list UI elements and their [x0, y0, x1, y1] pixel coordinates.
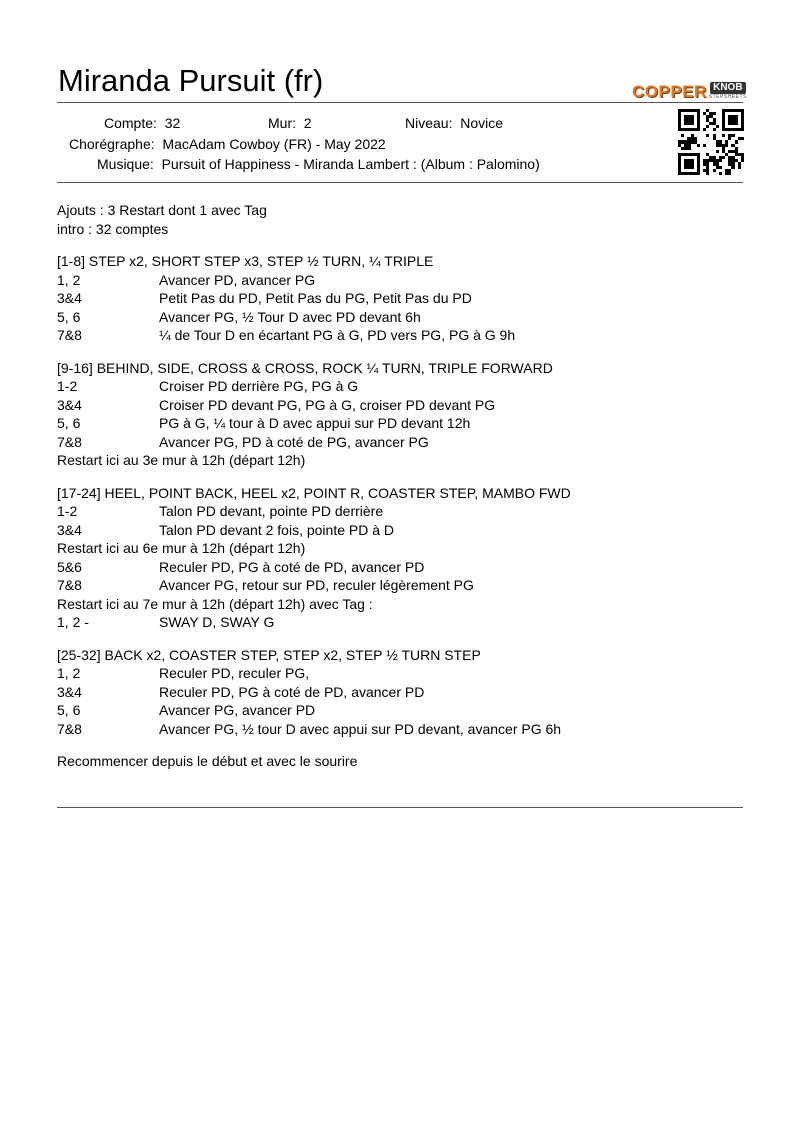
step-desc: Talon PD devant, pointe PD derrière — [159, 503, 384, 519]
intro-line: intro : 32 comptes — [57, 220, 169, 237]
intro-line: Ajouts : 3 Restart dont 1 avec Tag — [57, 202, 267, 218]
wall-label: Mur: — [268, 115, 296, 131]
step-desc: Avancer PG, PD à coté de PG, avancer PG — [159, 433, 429, 450]
count-field — [104, 115, 180, 132]
step-row — [57, 576, 747, 595]
step-row — [57, 271, 747, 290]
step-row — [57, 326, 747, 345]
step-count: 3&4 — [57, 521, 82, 538]
step-count: 3&4 — [57, 290, 82, 306]
level-field — [405, 115, 503, 132]
step-count: 1, 2 — [57, 271, 81, 288]
choreographer-label: Chorégraphe: — [69, 136, 155, 152]
step-desc: Avancer PG, retour sur PD, reculer légèrement PG — [159, 577, 474, 593]
step-row — [57, 558, 747, 577]
music-label: Musique: — [97, 156, 154, 172]
logo-word-knob: KNOB — [710, 82, 745, 94]
step-row — [57, 414, 747, 433]
step-row — [57, 521, 747, 540]
step-count: 7&8 — [57, 720, 82, 737]
step-row — [57, 433, 747, 452]
footer-rule — [57, 807, 743, 808]
step-desc: Reculer PD, PG à coté de PD, avancer PD — [159, 558, 425, 575]
section-heading: [17-24] HEEL, POINT BACK, HEEL x2, POINT R, COASTER STEP, MAMBO FWD — [57, 484, 571, 501]
qr-code-icon — [678, 109, 744, 175]
stepsheet-body — [57, 201, 747, 771]
choreographer-field — [69, 136, 386, 153]
step-row — [57, 613, 747, 632]
logo-word-copper: COPPER — [632, 82, 707, 101]
step-desc: SWAY D, SWAY G — [159, 614, 275, 630]
step-count: 1-2 — [57, 503, 78, 519]
step-row — [57, 396, 747, 415]
step-count: 3&4 — [57, 683, 82, 700]
step-row — [57, 289, 747, 308]
section-heading: [1-8] STEP x2, SHORT STEP x3, STEP ½ TURN, ¼ TRIPLE — [57, 253, 434, 269]
logo-knob-block — [709, 82, 747, 100]
level-value: Novice — [460, 115, 504, 131]
step-desc: Croiser PD derrière PG, PG à G — [159, 378, 359, 394]
restart-note: Restart ici au 7e mur à 12h (départ 12h) avec Tag : — [57, 595, 373, 612]
step-row — [57, 308, 747, 327]
step-count: 5, 6 — [57, 702, 81, 718]
section-heading: [25-32] BACK x2, COASTER STEP, STEP x2, STEP ½ TURN STEP — [57, 646, 481, 663]
step-row — [57, 664, 747, 683]
step-desc: Croiser PD devant PG, PG à G, croiser PD devant PG — [159, 396, 496, 413]
step-desc: Petit Pas du PD, Petit Pas du PG, Petit Pas du PD — [159, 290, 472, 306]
step-count: 1-2 — [57, 378, 78, 394]
step-desc: Avancer PD, avancer PG — [159, 271, 316, 288]
step-count: 5, 6 — [57, 415, 81, 431]
step-row — [57, 720, 747, 739]
step-desc: Talon PD devant 2 fois, pointe PD à D — [159, 521, 395, 538]
level-label: Niveau: — [405, 115, 453, 131]
restart-note: Restart ici au 6e mur à 12h (départ 12h) — [57, 540, 306, 556]
wall-value: 2 — [303, 115, 312, 131]
wall-field — [268, 115, 312, 132]
step-count: 7&8 — [57, 327, 82, 343]
step-row — [57, 377, 747, 396]
step-desc: PG à G, ¼ tour à D avec appui sur PD devant 12h — [159, 415, 471, 431]
step-desc: Reculer PD, reculer PG, — [159, 665, 310, 681]
music-field — [97, 156, 540, 173]
step-desc: ¼ de Tour D en écartant PG à G, PD vers PG, PG à G 9h — [159, 327, 516, 343]
step-count: 7&8 — [57, 577, 82, 593]
choreographer-value: MacAdam Cowboy (FR) - May 2022 — [162, 136, 386, 152]
music-value: Pursuit of Happiness - Miranda Lambert : (Album : Palomino) — [161, 156, 540, 172]
step-count: 5, 6 — [57, 308, 81, 325]
step-count: 5&6 — [57, 558, 82, 575]
copperknob-logo — [632, 80, 747, 101]
header-bottom-rule — [57, 182, 743, 183]
step-desc: Avancer PG, avancer PD — [159, 702, 316, 718]
logo-tagline: STEPSHEETS — [708, 94, 747, 100]
step-row — [57, 502, 747, 521]
closing-line: Recommencer depuis le début et avec le sourire — [57, 753, 358, 769]
section-heading: [9-16] BEHIND, SIDE, CROSS & CROSS, ROCK ¼ TURN, TRIPLE FORWARD — [57, 359, 553, 376]
restart-note: Restart ici au 3e mur à 12h (départ 12h) — [57, 452, 306, 468]
step-row — [57, 683, 747, 702]
count-value: 32 — [164, 115, 181, 131]
step-count: 3&4 — [57, 396, 82, 413]
page-title: Miranda Pursuit (fr) — [58, 63, 324, 98]
step-desc: Avancer PG, ½ tour D avec appui sur PD devant, avancer PG 6h — [159, 720, 562, 737]
count-label: Compte: — [104, 115, 157, 131]
step-count: 1, 2 — [57, 665, 81, 681]
step-desc: Avancer PG, ½ Tour D avec PD devant 6h — [159, 308, 421, 325]
step-count: 7&8 — [57, 433, 82, 450]
step-count: 1, 2 - — [57, 614, 89, 630]
step-row — [57, 701, 747, 720]
header-top-rule — [57, 102, 743, 103]
step-desc: Reculer PD, PG à coté de PD, avancer PD — [159, 683, 425, 700]
